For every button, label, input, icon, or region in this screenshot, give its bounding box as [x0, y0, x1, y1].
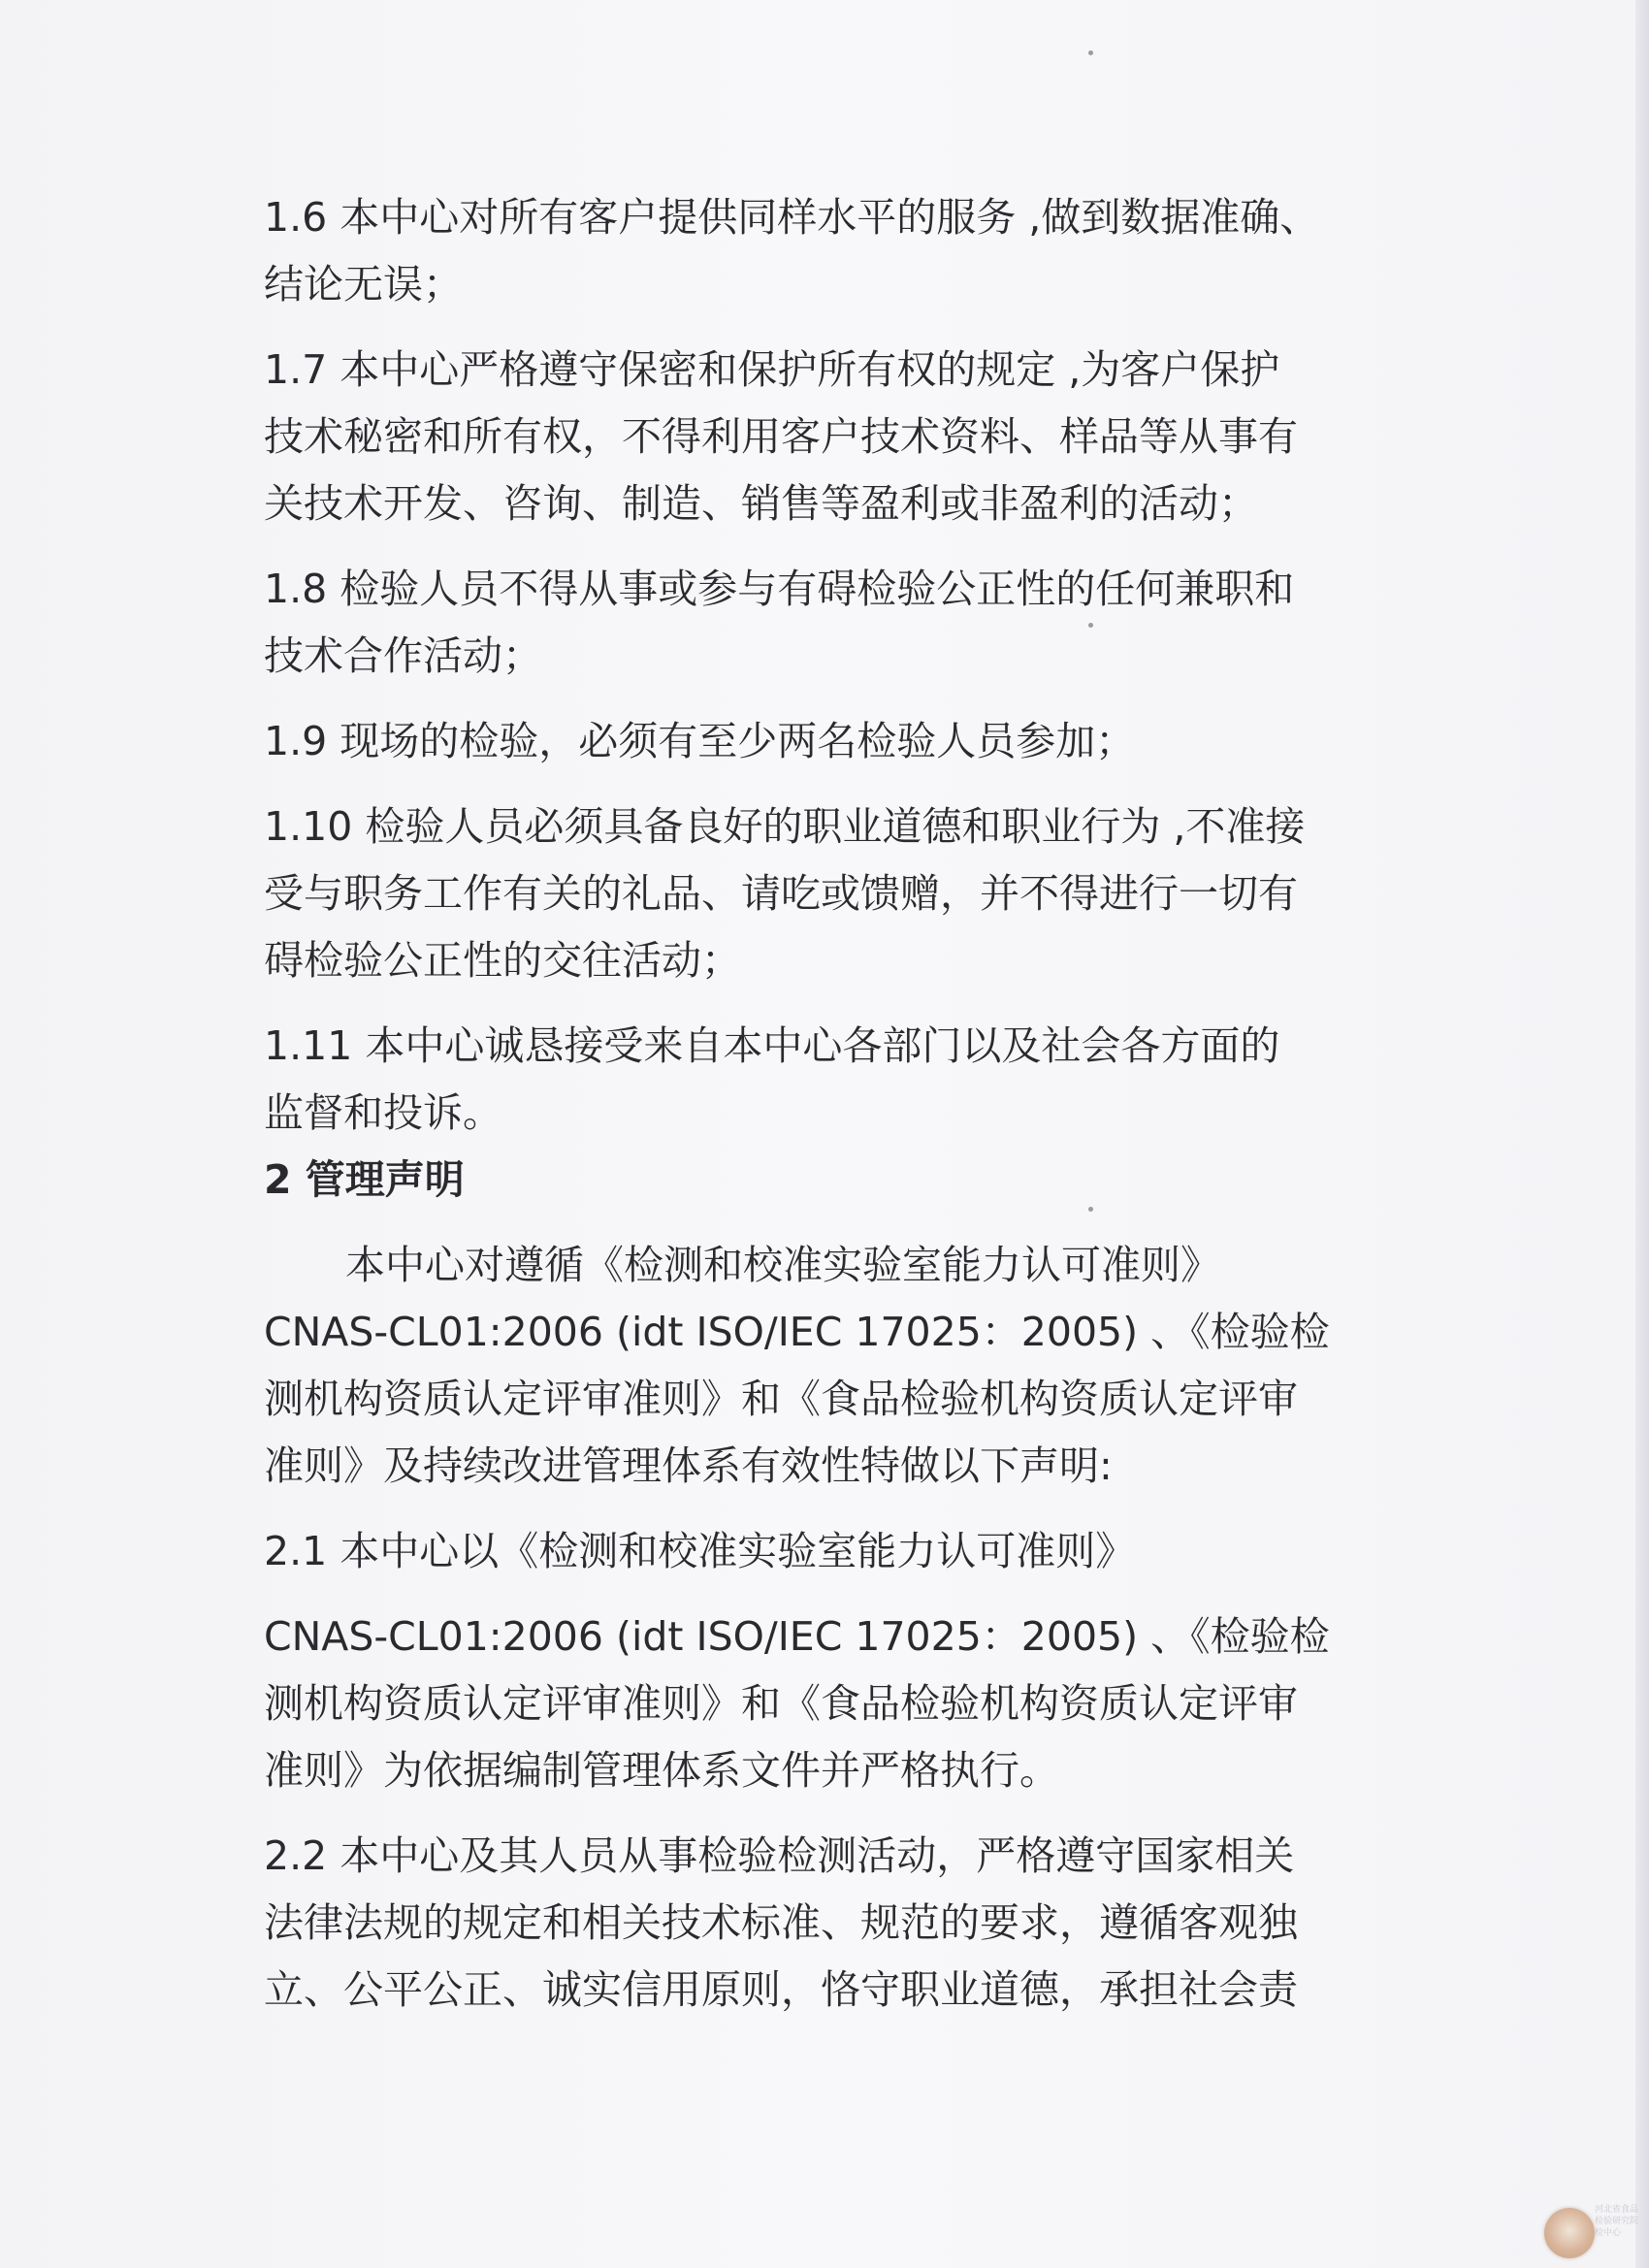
text-line: 本中心对遵循《检测和校准实验室能力认可准则》	[345, 1242, 1220, 1288]
text-line: 测机构资质认定评审准则》和《食品检验机构资质认定评审	[264, 1376, 1298, 1422]
text-line: 准则》为依据编制管理体系文件并严格执行。	[264, 1747, 1059, 1794]
paragraph-1-6	[264, 184, 1399, 318]
watermark-text: 河北省食品检验研究院检中心	[1595, 2205, 1639, 2238]
text-line: 准则》及持续改进管理体系有效性特做以下声明:	[264, 1442, 1113, 1489]
text-line: 1.7 本中心严格遵守保密和保护所有权的规定 ,为客户保护	[264, 346, 1280, 393]
text-line: 2.2 本中心及其人员从事检验检测活动，严格遵守国家相关	[264, 1832, 1295, 1879]
text-line: 测机构资质认定评审准则》和《食品检验机构资质认定评审	[264, 1680, 1298, 1727]
item-2-2	[264, 1823, 1399, 2024]
text-line: 技术秘密和所有权，不得利用客户技术资料、样品等从事有	[264, 413, 1298, 460]
text-line: 监督和投诉。	[264, 1089, 502, 1136]
text-line: 1.10 检验人员必须具备良好的职业道德和职业行为 ,不准接	[264, 803, 1306, 850]
text-line: 1.8 检验人员不得从事或参与有碍检验公正性的任何兼职和	[264, 566, 1295, 612]
text-line: 法律法规的规定和相关技术标准、规范的要求，遵循客观独	[264, 1899, 1298, 1946]
text-line: 立、公平公正、诚实信用原则，恪守职业道德，承担社会责	[264, 1966, 1298, 2013]
text-line: 关技术开发、咨询、制造、销售等盈利或非盈利的活动；	[264, 480, 1258, 527]
text-line: 1.6 本中心对所有客户提供同样水平的服务 ,做到数据准确、	[264, 194, 1320, 241]
paragraph-1-7	[264, 337, 1399, 537]
text-line: 结论无误；	[264, 261, 463, 308]
paragraph-1-8	[264, 556, 1399, 690]
section-2-heading: 2 管理声明	[264, 1156, 465, 1203]
section-2-intro	[264, 1232, 1399, 1500]
text-line: 1.11 本中心诚恳接受来自本中心各部门以及社会各方面的	[264, 1022, 1280, 1069]
item-2-1-heading: 2.1 本中心以《检测和校准实验室能力认可准则》	[264, 1528, 1136, 1574]
document-body	[264, 184, 1399, 2024]
page-edge-shadow	[1635, 0, 1649, 2268]
text-line: 碍检验公正性的交往活动；	[264, 937, 741, 984]
text-line: CNAS-CL01:2006 (idt ISO/IEC 17025：2005) 、《检验检	[264, 1309, 1330, 1355]
text-line: 受与职务工作有关的礼品、请吃或馈赠，并不得进行一切有	[264, 870, 1298, 917]
paragraph-1-9	[264, 708, 1399, 775]
scan-speck	[1088, 50, 1093, 55]
text-line: 1.9 现场的检验，必须有至少两名检验人员参加；	[264, 718, 1136, 764]
item-2-1	[264, 1604, 1399, 1804]
text-line: CNAS-CL01:2006 (idt ISO/IEC 17025：2005) 、《检验检	[264, 1613, 1330, 1660]
paragraph-1-11	[264, 1013, 1399, 1147]
paragraph-1-10	[264, 794, 1399, 994]
seal-logo-icon	[1544, 2208, 1595, 2258]
text-line: 技术合作活动；	[264, 632, 542, 679]
